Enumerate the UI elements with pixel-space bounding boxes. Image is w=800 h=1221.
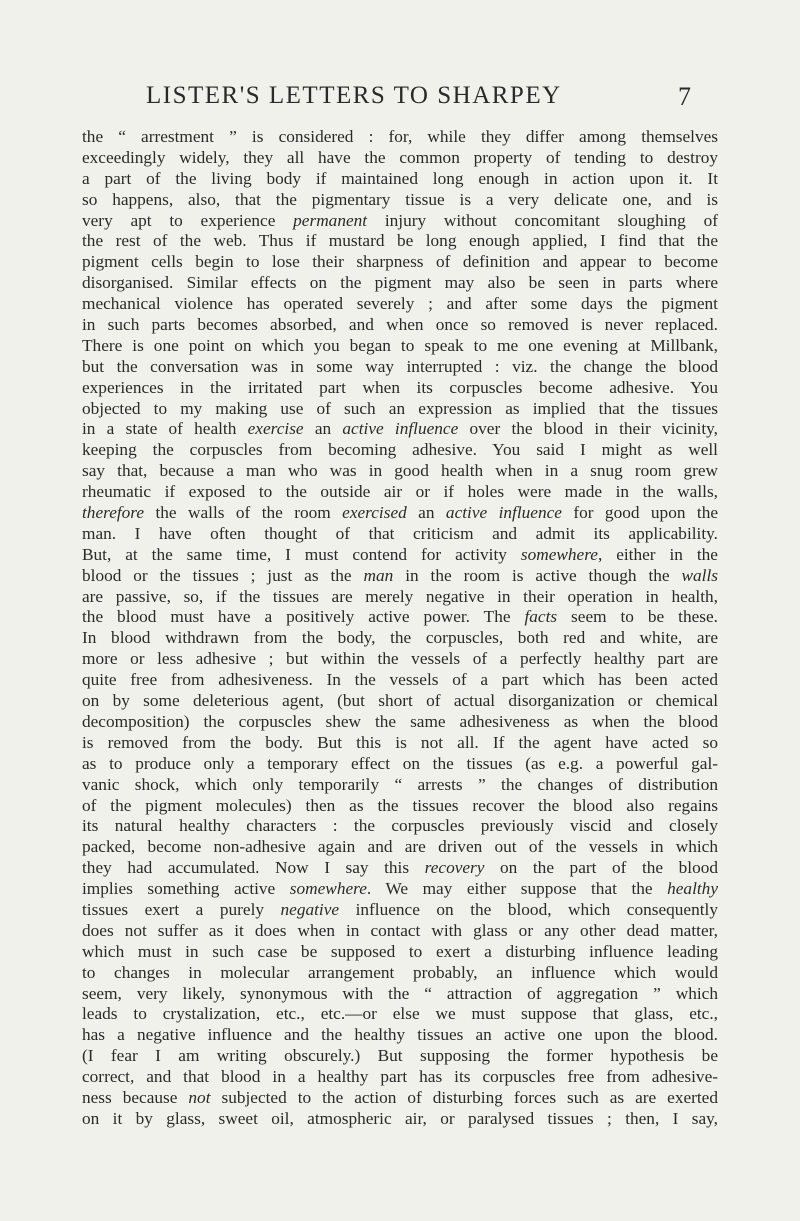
text-line (82, 1109, 718, 1130)
italic-text: exercise (247, 419, 304, 439)
italic-text: therefore (82, 503, 145, 523)
text-line (82, 775, 718, 796)
body-text (82, 127, 718, 1130)
text-run: on by some deleterious agent, (but short of actual disorganization or chemical (82, 691, 718, 711)
text-line (82, 378, 718, 399)
text-run: correct, and that blood in a healthy part has its corpuscles free from adhesive- (82, 1067, 718, 1087)
page-header (0, 82, 800, 122)
text-run: decomposition) the corpuscles shew the same adhesiveness as when the blood (82, 711, 718, 731)
text-line (82, 461, 718, 482)
text-line (82, 211, 718, 232)
text-run: they had accumulated. Now I say this (82, 858, 425, 878)
text-run: . We may either suppose that the (366, 879, 668, 899)
text-run: more or less adhesive ; but within the vessels of a perfectly healthy part are (82, 649, 718, 669)
text-run: keeping the corpuscles from becoming adhesive. You said I might as well (82, 440, 718, 460)
text-run: its natural healthy characters : the corpuscles previously viscid and closely (82, 816, 718, 836)
text-run: has a negative influence and the healthy tissues an active one upon the blood. (82, 1025, 718, 1045)
text-run: in such parts becomes absorbed, and when once so removed is never replaced. (82, 315, 718, 335)
italic-text: active influence (445, 503, 562, 523)
text-run: the walls of the room (144, 503, 343, 523)
text-run: in the room is active though the (393, 565, 682, 585)
text-line (82, 858, 718, 879)
text-line (82, 566, 718, 587)
text-run: implies something active (82, 879, 290, 899)
text-run: are passive, so, if the tissues are merely negative in their operation in health, (82, 586, 718, 606)
text-line (82, 1067, 718, 1088)
running-title: LISTER'S LETTERS TO SHARPEY (146, 82, 562, 109)
text-run: , either in the (597, 544, 718, 564)
italic-text: man (363, 565, 394, 585)
italic-text: exercised (342, 503, 407, 523)
text-run: is removed from the body. But this is not all. If the agent have acted so (82, 732, 718, 752)
text-run: mechanical violence has operated severely ; and after some days the pigment (82, 294, 718, 314)
text-run: experiences in the irritated part when its corpuscles become adhesive. You (82, 377, 718, 397)
text-line (82, 357, 718, 378)
text-run: the rest of the web. Thus if mustard be long enough applied, I find that the (82, 231, 718, 251)
text-run: an (406, 503, 446, 523)
text-run: objected to my making use of such an expression as implied that the tissues (82, 398, 718, 418)
text-run: But, at the same time, I must contend for activity (82, 544, 521, 564)
text-line (82, 628, 718, 649)
text-line (82, 837, 718, 858)
text-line (82, 545, 718, 566)
text-run: on it by glass, sweet oil, atmospheric air, or paralysed tissues ; then, I say, (82, 1108, 718, 1128)
text-run: the “ arrestment ” is considered : for, while they differ among themselves (82, 127, 718, 146)
text-line (82, 148, 718, 169)
text-run: packed, become non-adhesive again and are driven out of the vessels in which (82, 837, 718, 857)
text-line (82, 315, 718, 336)
text-run: in a state of health (82, 419, 248, 439)
text-run: on the part of the blood (484, 858, 718, 878)
italic-text: facts (524, 607, 558, 627)
text-run: quite free from adhesiveness. In the vessels of a part which has been acted (82, 670, 718, 690)
text-run: blood or the tissues ; just as the (82, 565, 364, 585)
text-run: leads to crystalization, etc., etc.—or else we must suppose that glass, etc., (82, 1004, 718, 1024)
text-line (82, 796, 718, 817)
text-line (82, 670, 718, 691)
italic-text: active influence (342, 419, 459, 439)
text-line (82, 816, 718, 837)
text-line (82, 942, 718, 963)
italic-text: permanent (293, 210, 368, 230)
text-line (82, 399, 718, 420)
text-line (82, 336, 718, 357)
text-line (82, 169, 718, 190)
text-run: which must in such case be supposed to exert a disturbing influence leading (82, 941, 718, 961)
text-run: pigment cells begin to lose their sharpness of definition and appear to become (82, 252, 718, 272)
text-line (82, 649, 718, 670)
text-line (82, 712, 718, 733)
italic-text: somewhere (289, 879, 367, 899)
text-line (82, 754, 718, 775)
text-run: rheumatic if exposed to the outside air or if holes were made in the walls, (82, 482, 718, 502)
text-run: say that, because a man who was in good health when in a snug room grew (82, 461, 718, 481)
text-run: (I fear I am writing obscurely.) But supposing the former hypothesis be (82, 1046, 718, 1066)
text-line (82, 587, 718, 608)
text-run: for good upon the (561, 503, 718, 523)
text-run: vanic shock, which only temporarily “ arrests ” the changes of distribution (82, 774, 718, 794)
text-line (82, 1004, 718, 1025)
text-run: subjected to the action of disturbing forces such as are exerted (210, 1087, 718, 1107)
italic-text: walls (681, 565, 718, 585)
text-run: influence on the blood, which consequently (339, 899, 718, 919)
text-run: ness because (82, 1087, 189, 1107)
italic-text: healthy (667, 879, 718, 899)
text-line (82, 482, 718, 503)
text-run: to changes in molecular arrangement probably, an influence which would (82, 962, 718, 982)
text-line (82, 503, 718, 524)
text-run: tissues exert a purely (82, 899, 281, 919)
text-run: In blood withdrawn from the body, the corpuscles, both red and white, are (82, 628, 718, 648)
text-run: injury without concomitant sloughing of (367, 210, 718, 230)
text-line (82, 900, 718, 921)
text-line (82, 231, 718, 252)
text-run: but the conversation was in some way interrupted : viz. the change the blood (82, 356, 718, 376)
text-line (82, 419, 718, 440)
text-run: man. I have often thought of that criticism and admit its applicability. (82, 523, 718, 543)
text-line (82, 879, 718, 900)
text-line (82, 440, 718, 461)
text-line (82, 691, 718, 712)
text-line (82, 921, 718, 942)
text-line (82, 963, 718, 984)
italic-text: somewhere (520, 544, 598, 564)
text-run: There is one point on which you began to speak to me one evening at Millbank, (82, 335, 718, 355)
text-run: an (303, 419, 343, 439)
text-run: so happens, also, that the pigmentary tissue is a very delicate one, and is (82, 189, 718, 209)
text-line (82, 733, 718, 754)
text-line (82, 1088, 718, 1109)
italic-text: recovery (424, 858, 485, 878)
text-run: disorganised. Similar effects on the pigment may also be seen in parts where (82, 273, 718, 293)
text-line (82, 294, 718, 315)
text-line (82, 252, 718, 273)
text-run: does not suffer as it does when in contact with glass or any other dead matter, (82, 920, 718, 940)
text-run: very apt to experience (82, 210, 294, 230)
text-line (82, 1046, 718, 1067)
text-line (82, 127, 718, 148)
text-run: a part of the living body if maintained long enough in action upon it. It (82, 168, 718, 188)
italic-text: negative (280, 899, 340, 919)
text-line (82, 273, 718, 294)
text-line (82, 190, 718, 211)
text-run: of the pigment molecules) then as the tissues recover the blood also regains (82, 795, 718, 815)
text-line (82, 1025, 718, 1046)
text-run: seem to be these. (557, 607, 718, 627)
text-run: seem, very likely, synonymous with the “ attraction of aggregation ” which (82, 983, 718, 1003)
italic-text: not (188, 1087, 211, 1107)
text-line (82, 984, 718, 1005)
page-number: 7 (678, 82, 691, 111)
text-line (82, 524, 718, 545)
text-run: over the blood in their vicinity, (458, 419, 718, 439)
text-run: the blood must have a positively active power. The (82, 607, 525, 627)
text-run: as to produce only a temporary effect on the tissues (as e.g. a powerful gal- (82, 753, 718, 773)
text-run: exceedingly widely, they all have the common property of tending to destroy (82, 147, 718, 167)
text-line (82, 607, 718, 628)
